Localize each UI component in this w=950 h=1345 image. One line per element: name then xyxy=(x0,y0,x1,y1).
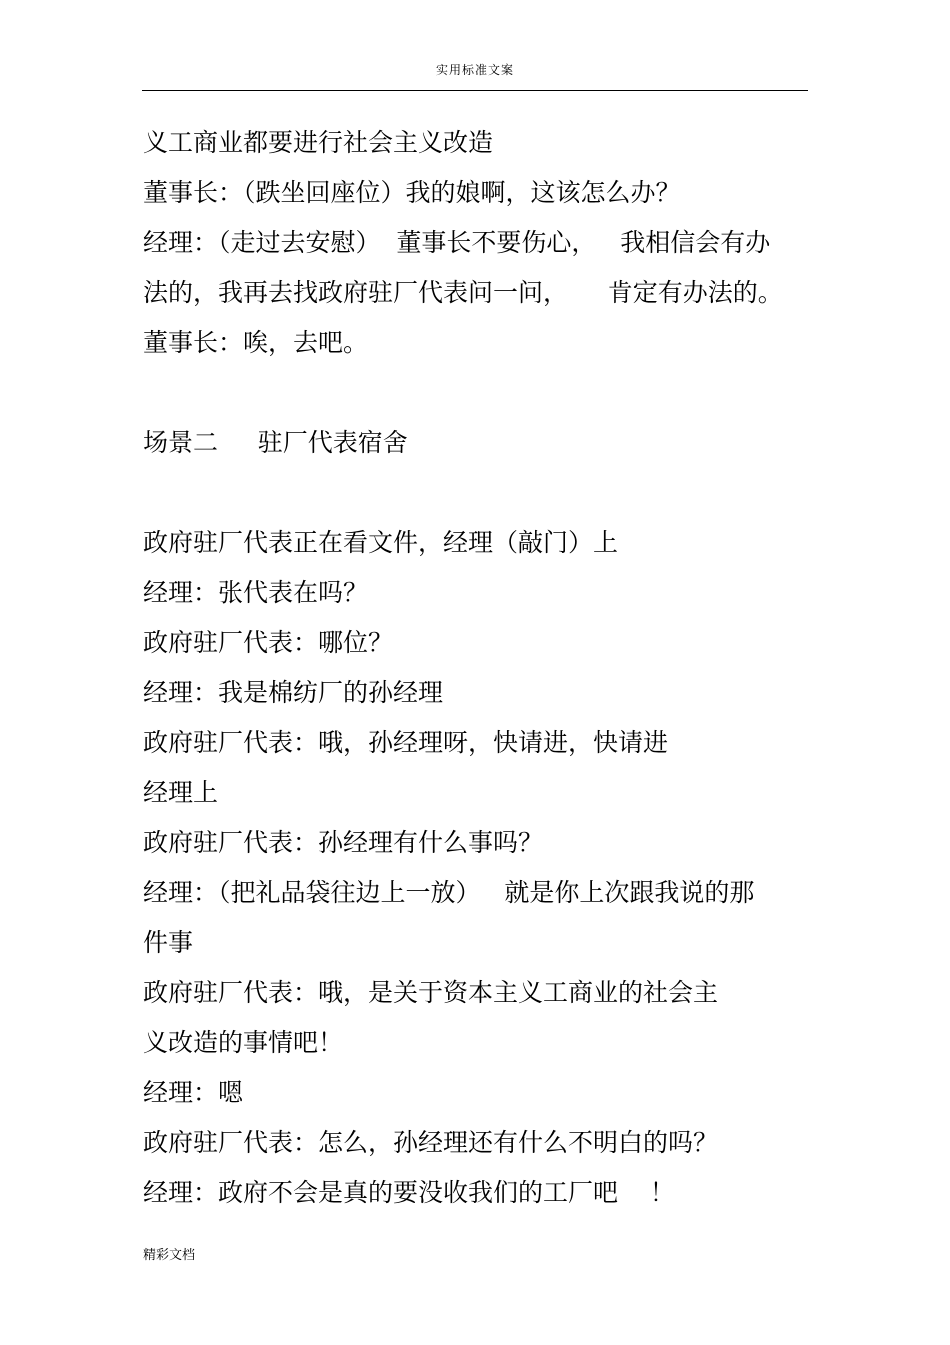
dialogue-line: 经理：（把礼品袋往边上一放） 就是你上次跟我说的那 xyxy=(143,878,755,907)
dialogue-line: 经理：嗯 xyxy=(143,1078,244,1107)
dialogue-line: 经理：（走过去安慰） 董事长不要伤心， 我相信会有办 xyxy=(143,228,771,257)
dialogue-line: 政府驻厂代表：哦，孙经理呀，快请进，快请进 xyxy=(143,728,669,757)
dialogue-line: 义改造的事情吧！ xyxy=(143,1028,344,1057)
header-divider xyxy=(142,90,808,91)
dialogue-line: 政府驻厂代表：哪位？ xyxy=(143,628,394,657)
dialogue-line: 经理：政府不会是真的要没收我们的工厂吧 ！ xyxy=(143,1178,675,1207)
dialogue-line: 政府驻厂代表：怎么，孙经理还有什么不明白的吗？ xyxy=(143,1128,719,1157)
blank-line xyxy=(143,468,813,518)
scene-heading: 场景二 驻厂代表宿舍 xyxy=(143,428,408,457)
stage-direction: 政府驻厂代表正在看文件，经理（敲门）上 xyxy=(143,528,619,557)
stage-direction: 经理上 xyxy=(143,778,219,807)
dialogue-line: 件事 xyxy=(143,928,194,957)
dialogue-line: 董事长：（跌坐回座位）我的娘啊，这该怎么办？ xyxy=(143,178,681,207)
page-footer: 精彩文档 xyxy=(143,1248,196,1263)
dialogue-line: 政府驻厂代表：孙经理有什么事吗？ xyxy=(143,828,544,857)
page-header: 实用标准文案 xyxy=(435,63,514,77)
script-body xyxy=(143,118,813,1218)
blank-line xyxy=(143,368,813,418)
dialogue-line: 法的，我再去找政府驻厂代表问一问， 肯定有办法的。 xyxy=(143,278,783,307)
dialogue-line: 经理：我是棉纺厂的孙经理 xyxy=(143,678,444,707)
dialogue-line: 政府驻厂代表：哦，是关于资本主义工商业的社会主 xyxy=(143,978,719,1007)
dialogue-line: 经理：张代表在吗？ xyxy=(143,578,369,607)
text-line: 义工商业都要进行社会主义改造 xyxy=(143,128,494,157)
dialogue-line: 董事长：唉，去吧。 xyxy=(143,328,369,357)
